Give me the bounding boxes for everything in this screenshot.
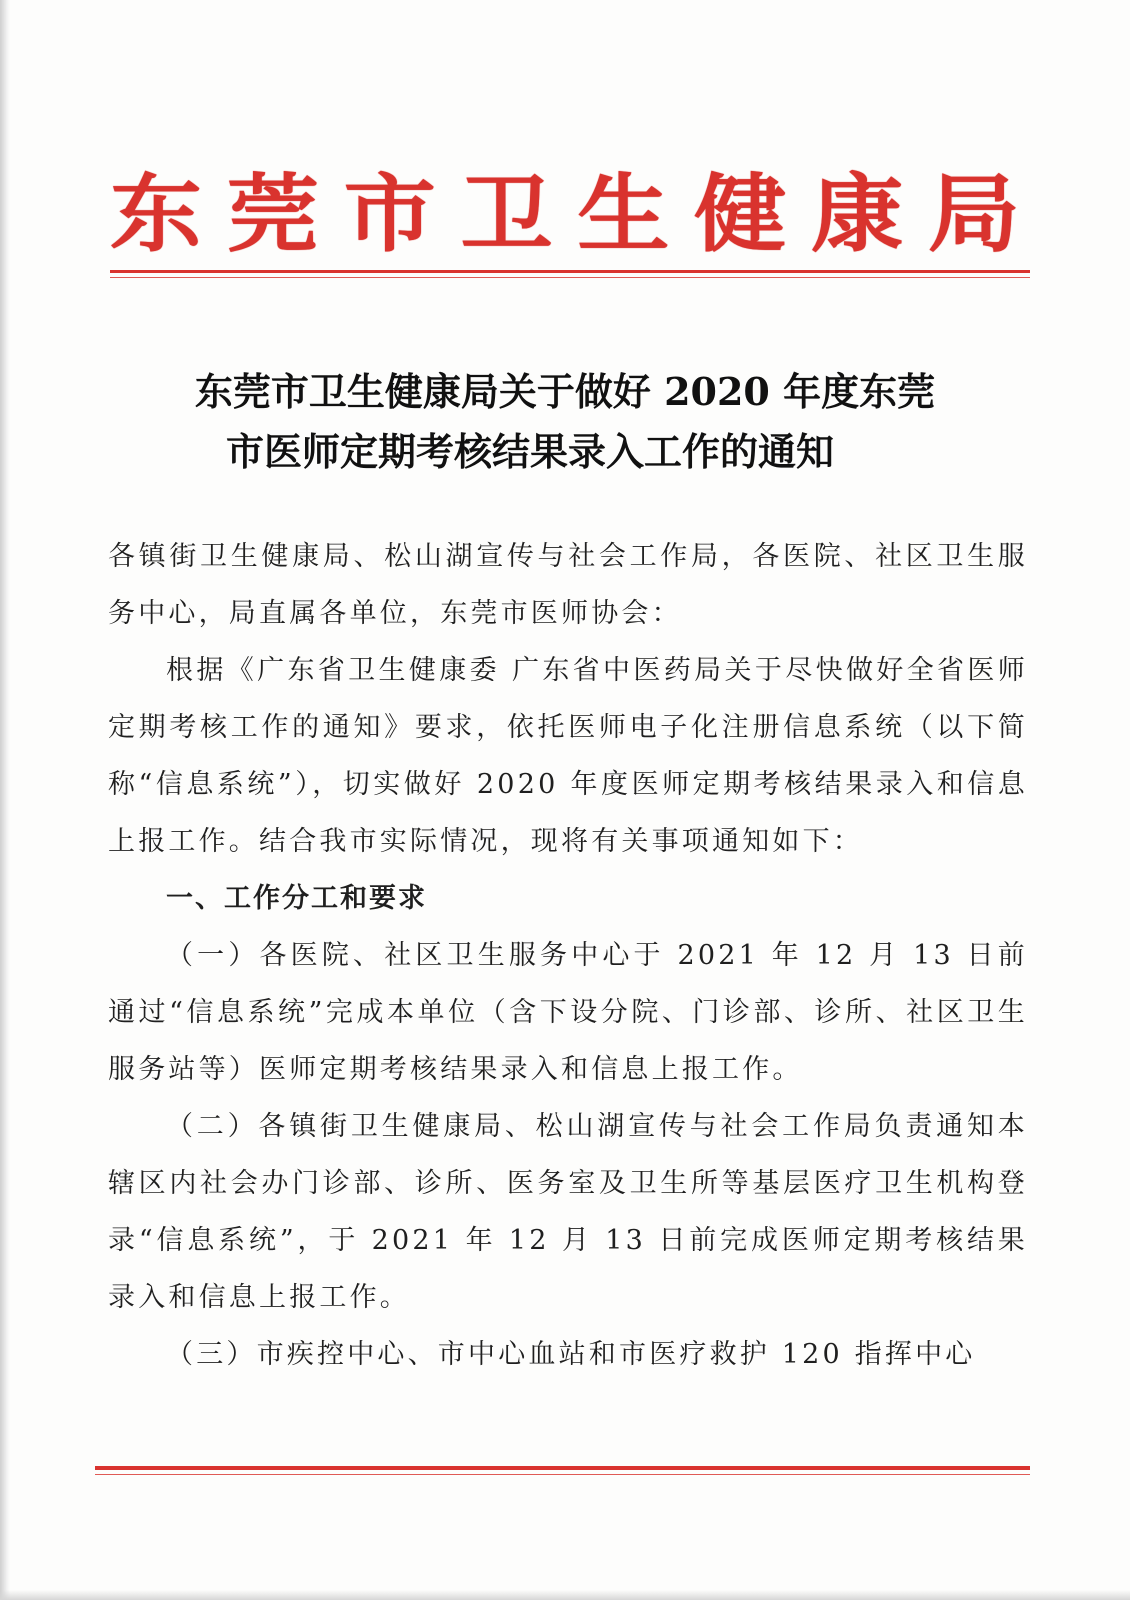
scan-edge-bottom (0, 1590, 1130, 1600)
document-title (100, 362, 1030, 482)
section-heading: 一、工作分工和要求 (166, 883, 427, 914)
masthead-char: 卫 (460, 165, 553, 264)
agency-masthead (110, 160, 1020, 270)
intro-paragraph: 根据《广东省卫生健康委 广东省中医药局关于尽快做好全省医师定期考核工作的通知》要求，依托医师电子化注册信息系统（以下简称“信息系统”），切实做好 2020 年度医师定期考核结果录入和信息上报工作。结合我市实际情况，现将有关事项通知如下： (108, 655, 1028, 857)
footer-red-rule-thin (95, 1474, 1030, 1475)
title-line-1: 东莞市卫生健康局关于做好 2020 年度东莞 (194, 369, 936, 414)
masthead-char: 康 (811, 165, 904, 264)
header-red-rule (110, 270, 1030, 273)
salutation: 各镇街卫生健康局、松山湖宣传与社会工作局，各医院、社区卫生服务中心，局直属各单位，东莞市医师协会： (108, 541, 1028, 629)
header-red-rule-thin (110, 277, 1030, 278)
masthead-char: 健 (694, 165, 787, 264)
masthead-char: 生 (577, 165, 670, 264)
item-2-paragraph: （二）各镇街卫生健康局、松山湖宣传与社会工作局负责通知本辖区内社会办门诊部、诊所、医务室及卫生所等基层医疗卫生机构登录“信息系统”，于 2021 年 12 月 13 日前完成医师定期考核结果录入和信息上报工作。 (108, 1111, 1028, 1313)
scan-edge-left (0, 0, 10, 1600)
masthead-char: 莞 (226, 165, 319, 264)
masthead-char: 局 (927, 165, 1020, 264)
masthead-char: 市 (343, 165, 436, 264)
title-line-2: 市医师定期考核结果录入工作的通知 (225, 429, 834, 474)
item-3-paragraph: （三）市疾控中心、市中心血站和市医疗救护 120 指挥中心 (166, 1339, 976, 1370)
footer-red-rule (95, 1466, 1030, 1470)
masthead-char: 东 (110, 165, 203, 264)
item-1-paragraph: （一）各医院、社区卫生服务中心于 2021 年 12 月 13 日前通过“信息系统”完成本单位（含下设分院、门诊部、诊所、社区卫生服务站等）医师定期考核结果录入和信息上报工作。 (108, 940, 1028, 1085)
document-body (108, 528, 1028, 1383)
